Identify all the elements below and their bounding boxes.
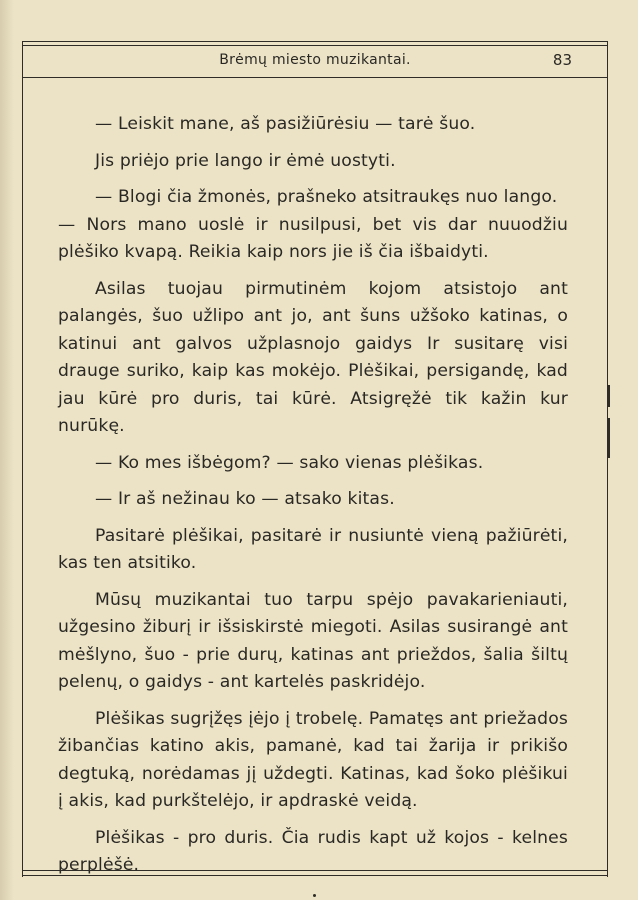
paragraph: Asilas tuojau pirmutinėm kojom atsistojo ant palangės, šuo užlipo ant jo, ant šuns užšoko katinas, o katinui ant galvos užplasnojo gaidys Ir susitarę visi drauge suriko, kaip kas mokėjo. Plėšikai, persigandę, kad jau kūrė pro duris, tai kūrė. Atsigręžė tik kažin kur nurūkę. <box>58 278 568 436</box>
margin-mark <box>608 385 610 407</box>
paragraph: — Leiskit mane, aš pasižiūrėsiu — tarė šuo. <box>95 114 476 134</box>
paragraph: Plėšikas - pro duris. Čia rudis kapt už kojos - kelnes perplėšė. <box>58 827 568 875</box>
printer-mark <box>313 894 316 897</box>
paragraph: — Ir aš nežinau ko — atsako kitas. <box>95 489 395 509</box>
body-text <box>58 111 568 889</box>
paragraph: — Ko mes išbėgom? — sako vienas plėšikas. <box>95 452 484 473</box>
paragraph: Plėšikas sugrįžęs įėjo į trobelę. Pamatęs ant priežados žibančias katino akis, pamanė, kad tai žarija ir prikišo degtuką, norėdamas jį uždegti. Katinas, kad šoko plėšikui į akis, kad purkštelėjo, ir apdraskė veidą. <box>58 708 568 811</box>
page-edge-shadow <box>0 0 14 900</box>
page-bottom-rule <box>22 870 608 876</box>
running-header <box>22 41 608 78</box>
paragraph: Pasitarė plėšikai, pasitarė ir nusiuntė vieną pažiūrėti, kas ten atsitiko. <box>58 525 568 573</box>
running-title: Brėmų miesto muzikantai. <box>219 52 411 68</box>
paragraph: Mūsų muzikantai tuo tarpu spėjo pavakarieniauti, užgesino žiburį ir išsiskirstė miegoti. Asilas susirangė ant mėšlyno, šuo - prie durų, katinas ant prieždos, šalia šiltų pelenų, o gaidys - ant kartelės paskridėjo. <box>58 589 568 692</box>
page-number: 83 <box>552 51 572 69</box>
paragraph: Jis priėjo prie lango ir ėmė uostyti. <box>95 150 396 171</box>
margin-mark <box>608 418 610 458</box>
paragraph: — Blogi čia žmonės, prašneko atsitraukęs nuo lango. <box>95 187 558 207</box>
paragraph: — Nors mano uoslė ir nusilpusi, bet vis dar nuuodžiu plėšiko kvapą. Reikia kaip nors jie iš čia išbaidyti. <box>58 214 568 262</box>
